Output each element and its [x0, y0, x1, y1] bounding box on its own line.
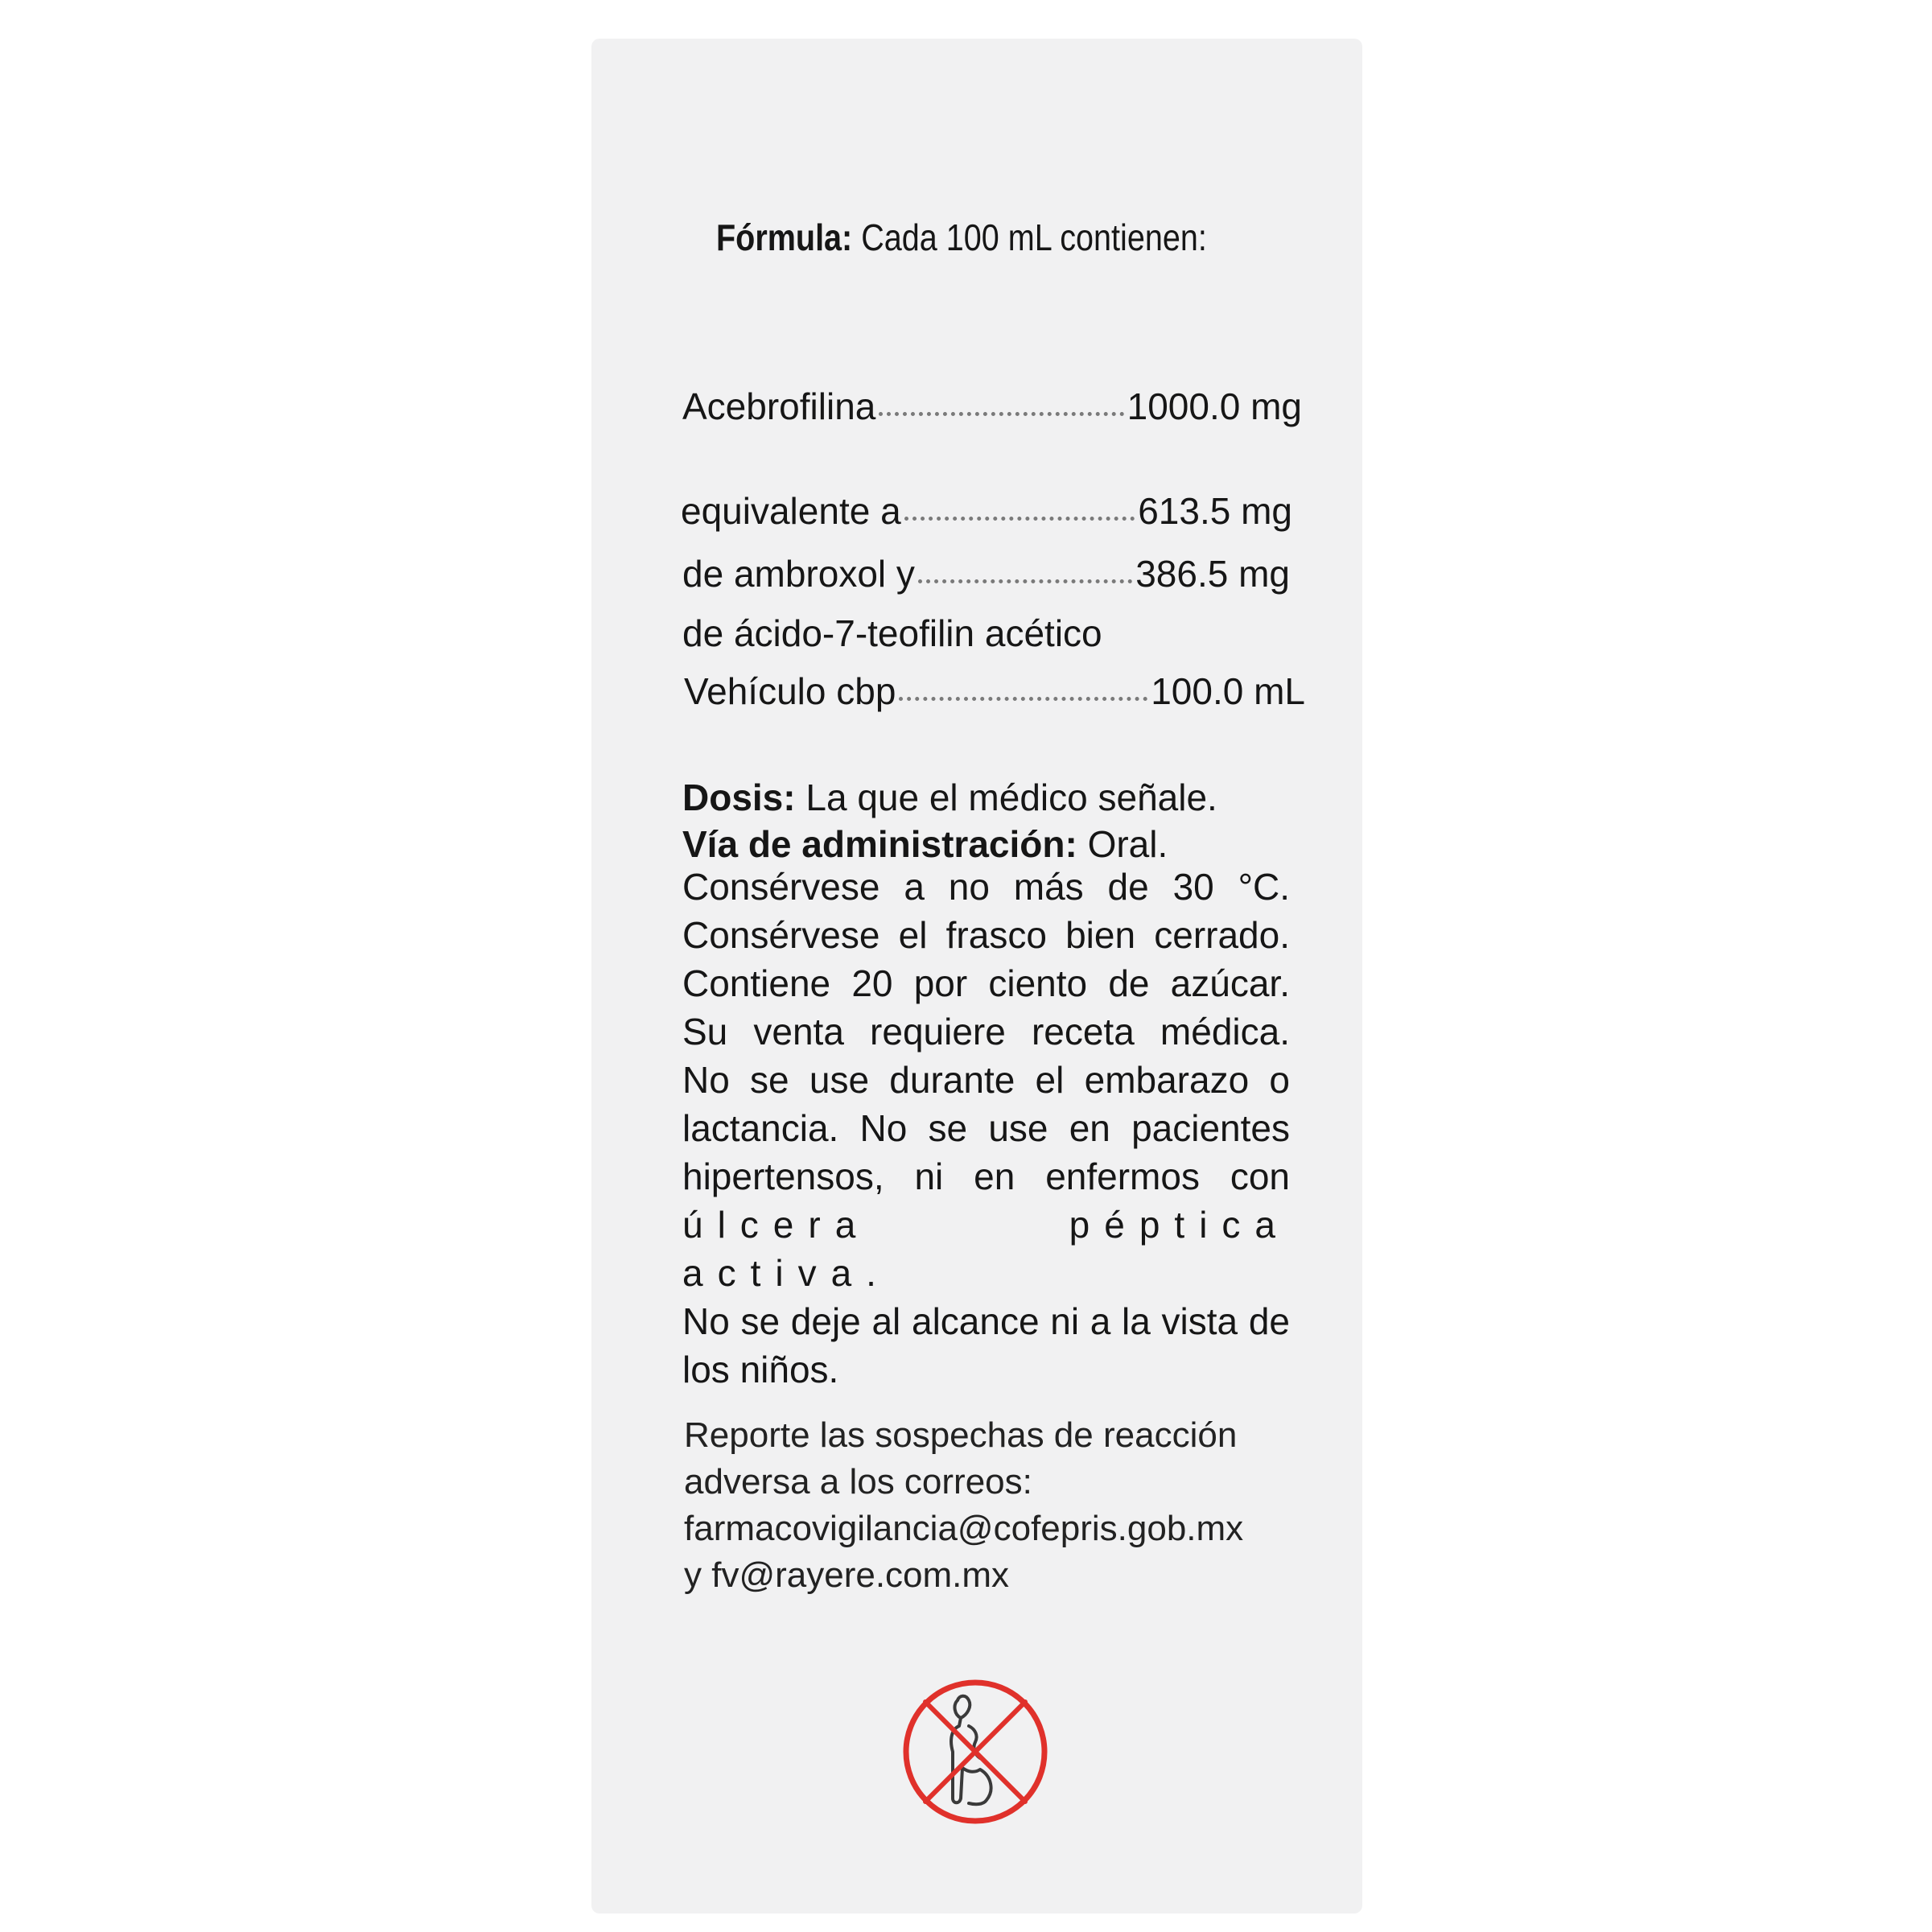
ingredient-row — [682, 552, 1290, 595]
warning-line: lactancia. No se use en pacientes — [682, 1107, 1290, 1149]
formula-text: Cada 100 mL contienen: — [861, 216, 1207, 258]
adverse-report-block — [684, 1412, 1296, 1599]
dot-leader — [918, 579, 1132, 583]
formula-label: Fórmula: — [716, 216, 853, 258]
ingredient-row — [681, 489, 1292, 533]
ingredient-amount: 1000.0 mg — [1127, 385, 1302, 427]
dosis-line — [682, 774, 1290, 821]
warnings-block — [682, 863, 1290, 1394]
warning-line: los niños. — [682, 1349, 839, 1390]
dot-leader — [899, 697, 1147, 701]
via-label: Vía de administración: — [682, 823, 1077, 865]
vehicle-name: Vehículo cbp — [684, 670, 896, 712]
no-pregnancy-icon — [901, 1678, 1049, 1826]
route-block — [682, 821, 1290, 867]
formula-header — [716, 216, 1207, 259]
warning-line: hipertensos, ni en enfermos con — [682, 1155, 1290, 1197]
report-email-line[interactable]: farmacovigilancia@cofepris.gob.mx — [684, 1509, 1244, 1548]
warning-line: úlcera péptica activa. — [682, 1204, 1290, 1294]
via-line — [682, 821, 1290, 867]
dosis-label: Dosis: — [682, 777, 796, 818]
dosage-block — [682, 774, 1290, 821]
dot-leader — [904, 517, 1135, 521]
ingredient-name: Acebrofilina — [682, 385, 876, 427]
ingredient-name: equivalente a — [681, 490, 901, 532]
dosis-text: La que el médico señale. — [805, 777, 1217, 818]
vehicle-row — [684, 669, 1305, 713]
ingredient-amount: 386.5 mg — [1135, 553, 1290, 595]
warning-line: Su venta requiere receta médica. — [682, 1011, 1290, 1053]
vehicle-amount: 100.0 mL — [1151, 670, 1305, 712]
report-email-line[interactable]: y fv@rayere.com.mx — [684, 1555, 1010, 1595]
ingredient-note: de ácido-7-teofilin acético — [682, 612, 1102, 654]
report-line: Reporte las sospechas de reacción — [684, 1415, 1238, 1455]
via-text: Oral. — [1087, 823, 1168, 865]
warning-line: Contiene 20 por ciento de azúcar. — [682, 962, 1290, 1004]
ingredient-name: de ambroxol y — [682, 553, 915, 595]
warning-line: No se use durante el embarazo o — [682, 1059, 1290, 1101]
report-line: adversa a los correos: — [684, 1462, 1032, 1502]
dot-leader — [879, 412, 1123, 416]
ingredient-amount: 613.5 mg — [1138, 490, 1292, 532]
warning-line: Consérvese el frasco bien cerrado. — [682, 914, 1290, 956]
warning-line: No se deje al alcance ni a la vista de — [682, 1300, 1290, 1342]
warning-line: Consérvese a no más de 30 °C. — [682, 866, 1290, 908]
ingredient-row — [682, 385, 1302, 428]
